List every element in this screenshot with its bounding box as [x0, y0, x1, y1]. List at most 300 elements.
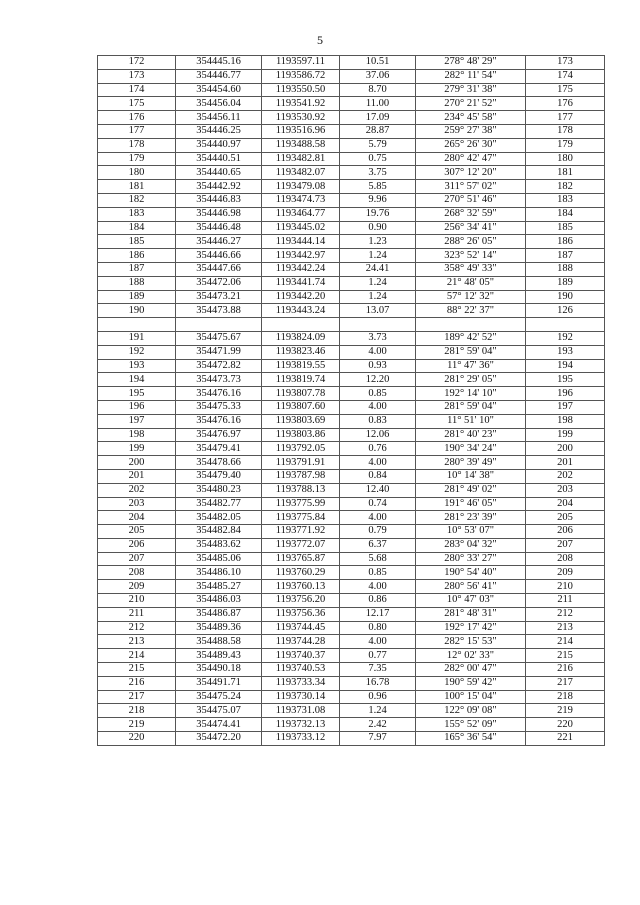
point-number-cell: 209: [98, 580, 176, 594]
x-coordinate-cell: 354476.16: [176, 414, 262, 428]
next-point-number-cell: 187: [526, 249, 605, 263]
next-point-number-cell: 185: [526, 221, 605, 235]
y-coordinate-cell: 1193482.07: [262, 166, 340, 180]
y-coordinate-cell: 1193819.74: [262, 373, 340, 387]
direction-angle-cell: 10° 14' 38": [416, 469, 526, 483]
next-point-number-cell: 208: [526, 552, 605, 566]
distance-cell: 4.00: [340, 635, 416, 649]
distance-cell: 5.79: [340, 138, 416, 152]
x-coordinate-cell: 354488.58: [176, 635, 262, 649]
distance-cell: 12.06: [340, 428, 416, 442]
x-coordinate-cell: 354471.99: [176, 345, 262, 359]
point-number-cell: 182: [98, 193, 176, 207]
point-number-cell: 184: [98, 221, 176, 235]
point-number-cell: 214: [98, 649, 176, 663]
direction-angle-cell: 281° 48' 31": [416, 607, 526, 621]
point-number-cell: 200: [98, 456, 176, 470]
distance-cell: 1.24: [340, 249, 416, 263]
x-coordinate-cell: 354456.04: [176, 97, 262, 111]
table-row: [98, 676, 605, 690]
point-number-cell: [98, 318, 176, 332]
x-coordinate-cell: 354476.97: [176, 428, 262, 442]
point-number-cell: 183: [98, 207, 176, 221]
direction-angle-cell: 192° 17' 42": [416, 621, 526, 635]
table-row: [98, 69, 605, 83]
y-coordinate-cell: 1193474.73: [262, 193, 340, 207]
x-coordinate-cell: 354475.67: [176, 331, 262, 345]
direction-angle-cell: 190° 59' 42": [416, 676, 526, 690]
point-number-cell: 193: [98, 359, 176, 373]
y-coordinate-cell: 1193444.14: [262, 235, 340, 249]
direction-angle-cell: 10° 47' 03": [416, 594, 526, 608]
y-coordinate-cell: 1193442.20: [262, 290, 340, 304]
direction-angle-cell: 12° 02' 33": [416, 649, 526, 663]
point-number-cell: 215: [98, 663, 176, 677]
table-row: [98, 400, 605, 414]
table-row: [98, 456, 605, 470]
y-coordinate-cell: 1193740.53: [262, 663, 340, 677]
x-coordinate-cell: 354446.83: [176, 193, 262, 207]
y-coordinate-cell: 1193760.13: [262, 580, 340, 594]
direction-angle-cell: 165° 36' 54": [416, 732, 526, 746]
direction-angle-cell: 282° 11' 54": [416, 69, 526, 83]
next-point-number-cell: 197: [526, 400, 605, 414]
y-coordinate-cell: 1193464.77: [262, 207, 340, 221]
y-coordinate-cell: 1193803.86: [262, 428, 340, 442]
table-row: [98, 538, 605, 552]
x-coordinate-cell: 354474.41: [176, 718, 262, 732]
point-number-cell: 172: [98, 56, 176, 70]
y-coordinate-cell: 1193803.69: [262, 414, 340, 428]
direction-angle-cell: 280° 33' 27": [416, 552, 526, 566]
table-row: [98, 249, 605, 263]
direction-angle-cell: 311° 57' 02": [416, 180, 526, 194]
table-row: [98, 497, 605, 511]
direction-angle-cell: 288° 26' 05": [416, 235, 526, 249]
next-point-number-cell: 184: [526, 207, 605, 221]
next-point-number-cell: 216: [526, 663, 605, 677]
y-coordinate-cell: 1193442.24: [262, 262, 340, 276]
point-number-cell: 219: [98, 718, 176, 732]
next-point-number-cell: 205: [526, 511, 605, 525]
direction-angle-cell: 100° 15' 04": [416, 690, 526, 704]
y-coordinate-cell: 1193733.34: [262, 676, 340, 690]
x-coordinate-cell: 354486.10: [176, 566, 262, 580]
next-point-number-cell: 177: [526, 111, 605, 125]
table-row: [98, 663, 605, 677]
next-point-number-cell: 188: [526, 262, 605, 276]
next-point-number-cell: 193: [526, 345, 605, 359]
distance-cell: 0.74: [340, 497, 416, 511]
table-row: [98, 56, 605, 70]
distance-cell: 5.85: [340, 180, 416, 194]
distance-cell: 24.41: [340, 262, 416, 276]
next-point-number-cell: 200: [526, 442, 605, 456]
y-coordinate-cell: 1193760.29: [262, 566, 340, 580]
distance-cell: 0.85: [340, 566, 416, 580]
x-coordinate-cell: 354440.65: [176, 166, 262, 180]
distance-cell: 0.86: [340, 594, 416, 608]
distance-cell: 12.20: [340, 373, 416, 387]
table-row: [98, 635, 605, 649]
x-coordinate-cell: 354472.06: [176, 276, 262, 290]
direction-angle-cell: 268° 32' 59": [416, 207, 526, 221]
point-number-cell: 180: [98, 166, 176, 180]
table-row: [98, 594, 605, 608]
point-number-cell: 192: [98, 345, 176, 359]
y-coordinate-cell: 1193823.46: [262, 345, 340, 359]
point-number-cell: 194: [98, 373, 176, 387]
direction-angle-cell: [416, 318, 526, 332]
x-coordinate-cell: 354486.03: [176, 594, 262, 608]
x-coordinate-cell: 354486.87: [176, 607, 262, 621]
distance-cell: 19.76: [340, 207, 416, 221]
next-point-number-cell: 220: [526, 718, 605, 732]
y-coordinate-cell: 1193550.50: [262, 83, 340, 97]
next-point-number-cell: 196: [526, 387, 605, 401]
next-point-number-cell: 215: [526, 649, 605, 663]
table-row: [98, 649, 605, 663]
table-row: [98, 97, 605, 111]
next-point-number-cell: 210: [526, 580, 605, 594]
distance-cell: 1.24: [340, 704, 416, 718]
direction-angle-cell: 282° 15' 53": [416, 635, 526, 649]
direction-angle-cell: 190° 34' 24": [416, 442, 526, 456]
y-coordinate-cell: 1193597.11: [262, 56, 340, 70]
x-coordinate-cell: 354479.41: [176, 442, 262, 456]
x-coordinate-cell: 354479.40: [176, 469, 262, 483]
distance-cell: 0.96: [340, 690, 416, 704]
table-row: [98, 414, 605, 428]
direction-angle-cell: 270° 21' 52": [416, 97, 526, 111]
next-point-number-cell: 190: [526, 290, 605, 304]
point-number-cell: 189: [98, 290, 176, 304]
direction-angle-cell: 57° 12' 32": [416, 290, 526, 304]
next-point-number-cell: 194: [526, 359, 605, 373]
x-coordinate-cell: 354475.24: [176, 690, 262, 704]
distance-cell: 16.78: [340, 676, 416, 690]
direction-angle-cell: 281° 49' 02": [416, 483, 526, 497]
direction-angle-cell: 281° 29' 05": [416, 373, 526, 387]
distance-cell: 12.17: [340, 607, 416, 621]
point-number-cell: 204: [98, 511, 176, 525]
y-coordinate-cell: 1193807.78: [262, 387, 340, 401]
x-coordinate-cell: 354485.06: [176, 552, 262, 566]
x-coordinate-cell: 354447.66: [176, 262, 262, 276]
x-coordinate-cell: 354445.16: [176, 56, 262, 70]
next-point-number-cell: [526, 318, 605, 332]
next-point-number-cell: 207: [526, 538, 605, 552]
table-row: [98, 704, 605, 718]
next-point-number-cell: 195: [526, 373, 605, 387]
direction-angle-cell: 155° 52' 09": [416, 718, 526, 732]
point-number-cell: 205: [98, 525, 176, 539]
point-number-cell: 187: [98, 262, 176, 276]
table-row: [98, 387, 605, 401]
x-coordinate-cell: 354491.71: [176, 676, 262, 690]
point-number-cell: 213: [98, 635, 176, 649]
direction-angle-cell: 234° 45' 58": [416, 111, 526, 125]
direction-angle-cell: 281° 59' 04": [416, 400, 526, 414]
table-row: [98, 621, 605, 635]
direction-angle-cell: 189° 42' 52": [416, 331, 526, 345]
table-row: [98, 138, 605, 152]
point-number-cell: 177: [98, 124, 176, 138]
x-coordinate-cell: 354473.21: [176, 290, 262, 304]
next-point-number-cell: 218: [526, 690, 605, 704]
point-number-cell: 208: [98, 566, 176, 580]
point-number-cell: 188: [98, 276, 176, 290]
table-row: [98, 124, 605, 138]
distance-cell: 0.93: [340, 359, 416, 373]
y-coordinate-cell: 1193442.97: [262, 249, 340, 263]
direction-angle-cell: 280° 56' 41": [416, 580, 526, 594]
table-row: [98, 607, 605, 621]
direction-angle-cell: 11° 51' 10": [416, 414, 526, 428]
y-coordinate-cell: 1193756.20: [262, 594, 340, 608]
x-coordinate-cell: 354475.33: [176, 400, 262, 414]
next-point-number-cell: 173: [526, 56, 605, 70]
distance-cell: 6.37: [340, 538, 416, 552]
y-coordinate-cell: 1193756.36: [262, 607, 340, 621]
table-row: [98, 442, 605, 456]
next-point-number-cell: 209: [526, 566, 605, 580]
table-row: [98, 166, 605, 180]
distance-cell: 13.07: [340, 304, 416, 318]
next-point-number-cell: 212: [526, 607, 605, 621]
direction-angle-cell: 11° 47' 36": [416, 359, 526, 373]
next-point-number-cell: 186: [526, 235, 605, 249]
point-number-cell: 178: [98, 138, 176, 152]
next-point-number-cell: 199: [526, 428, 605, 442]
x-coordinate-cell: 354442.92: [176, 180, 262, 194]
table-row: [98, 221, 605, 235]
next-point-number-cell: 189: [526, 276, 605, 290]
point-number-cell: 218: [98, 704, 176, 718]
x-coordinate-cell: 354473.88: [176, 304, 262, 318]
y-coordinate-cell: 1193765.87: [262, 552, 340, 566]
table-row: [98, 290, 605, 304]
distance-cell: 0.83: [340, 414, 416, 428]
next-point-number-cell: 211: [526, 594, 605, 608]
y-coordinate-cell: 1193775.84: [262, 511, 340, 525]
y-coordinate-cell: 1193733.12: [262, 732, 340, 746]
direction-angle-cell: 10° 53' 07": [416, 525, 526, 539]
point-number-cell: 190: [98, 304, 176, 318]
y-coordinate-cell: 1193488.58: [262, 138, 340, 152]
table-row: [98, 276, 605, 290]
next-point-number-cell: 192: [526, 331, 605, 345]
table-row: [98, 373, 605, 387]
direction-angle-cell: 88° 22' 37": [416, 304, 526, 318]
next-point-number-cell: 221: [526, 732, 605, 746]
distance-cell: 12.40: [340, 483, 416, 497]
direction-angle-cell: 190° 54' 40": [416, 566, 526, 580]
distance-cell: 1.23: [340, 235, 416, 249]
distance-cell: 7.97: [340, 732, 416, 746]
distance-cell: 0.85: [340, 387, 416, 401]
x-coordinate-cell: 354490.18: [176, 663, 262, 677]
point-number-cell: 216: [98, 676, 176, 690]
y-coordinate-cell: 1193788.13: [262, 483, 340, 497]
x-coordinate-cell: 354440.51: [176, 152, 262, 166]
direction-angle-cell: 358° 49' 33": [416, 262, 526, 276]
table-row: [98, 483, 605, 497]
next-point-number-cell: 178: [526, 124, 605, 138]
distance-cell: 2.42: [340, 718, 416, 732]
table-row: [98, 566, 605, 580]
x-coordinate-cell: 354454.60: [176, 83, 262, 97]
point-number-cell: 217: [98, 690, 176, 704]
table-row: [98, 428, 605, 442]
direction-angle-cell: 307° 12' 20": [416, 166, 526, 180]
distance-cell: 3.75: [340, 166, 416, 180]
direction-angle-cell: 192° 14' 10": [416, 387, 526, 401]
distance-cell: 37.06: [340, 69, 416, 83]
point-number-cell: 220: [98, 732, 176, 746]
page-number: 5: [317, 33, 323, 47]
x-coordinate-cell: 354483.62: [176, 538, 262, 552]
distance-cell: 0.75: [340, 152, 416, 166]
table-row: [98, 318, 605, 332]
next-point-number-cell: 180: [526, 152, 605, 166]
point-number-cell: 206: [98, 538, 176, 552]
table-row: [98, 262, 605, 276]
distance-cell: 4.00: [340, 345, 416, 359]
next-point-number-cell: 176: [526, 97, 605, 111]
distance-cell: 4.00: [340, 400, 416, 414]
table-row: [98, 511, 605, 525]
next-point-number-cell: 182: [526, 180, 605, 194]
direction-angle-cell: 21° 48' 05": [416, 276, 526, 290]
x-coordinate-cell: 354472.82: [176, 359, 262, 373]
table-row: [98, 359, 605, 373]
distance-cell: 3.73: [340, 331, 416, 345]
y-coordinate-cell: 1193791.91: [262, 456, 340, 470]
y-coordinate-cell: 1193482.81: [262, 152, 340, 166]
x-coordinate-cell: 354475.07: [176, 704, 262, 718]
point-number-cell: 176: [98, 111, 176, 125]
direction-angle-cell: 265° 26' 30": [416, 138, 526, 152]
direction-angle-cell: 283° 04' 32": [416, 538, 526, 552]
x-coordinate-cell: 354446.77: [176, 69, 262, 83]
x-coordinate-cell: 354440.97: [176, 138, 262, 152]
point-number-cell: 207: [98, 552, 176, 566]
next-point-number-cell: 198: [526, 414, 605, 428]
table-row: [98, 304, 605, 318]
x-coordinate-cell: 354446.27: [176, 235, 262, 249]
next-point-number-cell: 213: [526, 621, 605, 635]
y-coordinate-cell: 1193740.37: [262, 649, 340, 663]
distance-cell: 11.00: [340, 97, 416, 111]
y-coordinate-cell: 1193787.98: [262, 469, 340, 483]
distance-cell: [340, 318, 416, 332]
y-coordinate-cell: [262, 318, 340, 332]
y-coordinate-cell: 1193744.28: [262, 635, 340, 649]
x-coordinate-cell: 354446.98: [176, 207, 262, 221]
table-row: [98, 580, 605, 594]
table-row: [98, 207, 605, 221]
direction-angle-cell: 282° 00' 47": [416, 663, 526, 677]
point-number-cell: 181: [98, 180, 176, 194]
y-coordinate-cell: 1193445.02: [262, 221, 340, 235]
x-coordinate-cell: 354480.23: [176, 483, 262, 497]
next-point-number-cell: 126: [526, 304, 605, 318]
table-row: [98, 331, 605, 345]
x-coordinate-cell: 354489.36: [176, 621, 262, 635]
point-number-cell: 198: [98, 428, 176, 442]
y-coordinate-cell: 1193771.92: [262, 525, 340, 539]
y-coordinate-cell: 1193530.92: [262, 111, 340, 125]
x-coordinate-cell: 354476.16: [176, 387, 262, 401]
point-number-cell: 201: [98, 469, 176, 483]
next-point-number-cell: 203: [526, 483, 605, 497]
x-coordinate-cell: 354489.43: [176, 649, 262, 663]
distance-cell: 10.51: [340, 56, 416, 70]
point-number-cell: 175: [98, 97, 176, 111]
direction-angle-cell: 281° 59' 04": [416, 345, 526, 359]
next-point-number-cell: 202: [526, 469, 605, 483]
y-coordinate-cell: 1193541.92: [262, 97, 340, 111]
next-point-number-cell: 204: [526, 497, 605, 511]
direction-angle-cell: 281° 23' 39": [416, 511, 526, 525]
table-row: [98, 193, 605, 207]
next-point-number-cell: 183: [526, 193, 605, 207]
table-row: [98, 180, 605, 194]
direction-angle-cell: 280° 39' 49": [416, 456, 526, 470]
x-coordinate-cell: 354446.48: [176, 221, 262, 235]
x-coordinate-cell: 354478.66: [176, 456, 262, 470]
table-row: [98, 345, 605, 359]
point-number-cell: 179: [98, 152, 176, 166]
y-coordinate-cell: 1193744.45: [262, 621, 340, 635]
y-coordinate-cell: 1193586.72: [262, 69, 340, 83]
table-row: [98, 718, 605, 732]
y-coordinate-cell: 1193775.99: [262, 497, 340, 511]
y-coordinate-cell: 1193443.24: [262, 304, 340, 318]
next-point-number-cell: 201: [526, 456, 605, 470]
point-number-cell: 185: [98, 235, 176, 249]
next-point-number-cell: 206: [526, 525, 605, 539]
next-point-number-cell: 217: [526, 676, 605, 690]
y-coordinate-cell: 1193516.96: [262, 124, 340, 138]
x-coordinate-cell: 354456.11: [176, 111, 262, 125]
distance-cell: 0.90: [340, 221, 416, 235]
point-number-cell: 212: [98, 621, 176, 635]
direction-angle-cell: 270° 51' 46": [416, 193, 526, 207]
x-coordinate-cell: 354485.27: [176, 580, 262, 594]
distance-cell: 0.76: [340, 442, 416, 456]
y-coordinate-cell: 1193824.09: [262, 331, 340, 345]
y-coordinate-cell: 1193441.74: [262, 276, 340, 290]
distance-cell: 17.09: [340, 111, 416, 125]
next-point-number-cell: 175: [526, 83, 605, 97]
next-point-number-cell: 174: [526, 69, 605, 83]
direction-angle-cell: 281° 40' 23": [416, 428, 526, 442]
point-number-cell: 191: [98, 331, 176, 345]
table-row: [98, 83, 605, 97]
next-point-number-cell: 179: [526, 138, 605, 152]
point-number-cell: 174: [98, 83, 176, 97]
distance-cell: 7.35: [340, 663, 416, 677]
distance-cell: 0.80: [340, 621, 416, 635]
y-coordinate-cell: 1193819.55: [262, 359, 340, 373]
next-point-number-cell: 181: [526, 166, 605, 180]
direction-angle-cell: 256° 34' 41": [416, 221, 526, 235]
distance-cell: 8.70: [340, 83, 416, 97]
y-coordinate-cell: 1193730.14: [262, 690, 340, 704]
distance-cell: 4.00: [340, 580, 416, 594]
